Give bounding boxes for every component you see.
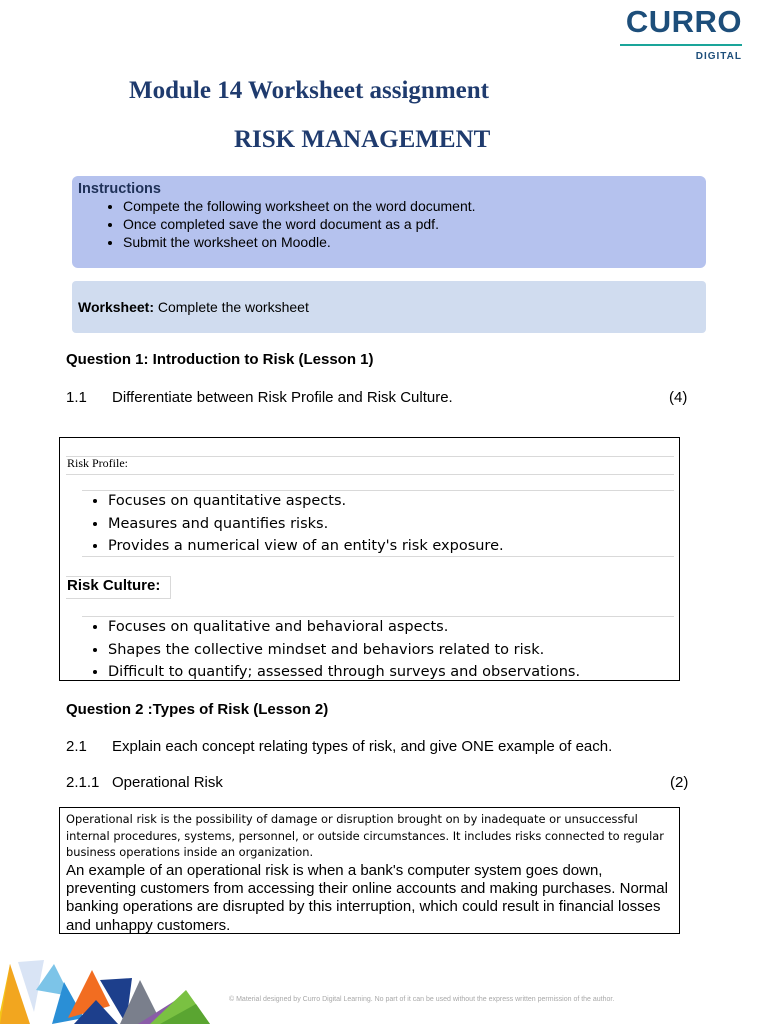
logo-sub: DIGITAL (695, 51, 742, 62)
list-item: • Provides a numerical view of an entity's risk exposure. (108, 535, 504, 558)
question-2-1-1-marks: (2) (670, 774, 689, 791)
instruction-item: • Submit the worksheet on Moodle. (123, 233, 476, 251)
instructions-list (103, 197, 476, 251)
risk-culture-label: Risk Culture: (67, 577, 161, 594)
answer-box-1[interactable] (59, 437, 680, 681)
instruction-item: • Compete the following worksheet on the word document. (123, 197, 476, 215)
question-1-1-text: Differentiate between Risk Profile and Risk Culture. (112, 389, 453, 406)
footer-decoration (0, 950, 215, 1024)
worksheet-text (78, 299, 309, 315)
faint-rule (66, 456, 674, 457)
logo-rule (620, 44, 742, 46)
faint-rule (66, 474, 674, 475)
instructions-box (72, 176, 706, 268)
instruction-item: • Once completed save the word document as a pdf. (123, 215, 476, 233)
question-2-1-number: 2.1 (66, 738, 87, 755)
answer-box-2[interactable] (59, 807, 680, 934)
operational-risk-definition: Operational risk is the possibility of damage or disruption brought on by inadequate or unsuccessful internal procedures, systems, personnel, or outside circumstances. It includes risks connected to regular business operations inside an organization. (66, 812, 664, 860)
question-1-1-number: 1.1 (66, 389, 87, 406)
list-item: • Measures and quantifies risks. (108, 513, 504, 536)
faint-rule (82, 556, 674, 557)
page-subtitle: RISK MANAGEMENT (234, 126, 491, 153)
logo-brand: CURRO (625, 4, 742, 39)
question-1-heading: Question 1: Introduction to Risk (Lesson 1) (66, 351, 374, 368)
instructions-heading: Instructions (78, 181, 161, 197)
risk-profile-list (82, 490, 504, 558)
worksheet-instruction: Complete the worksheet (153, 299, 309, 315)
list-item: • Shapes the collective mindset and behaviors related to risk. (108, 639, 580, 662)
question-2-1-text: Explain each concept relating types of risk, and give ONE example of each. (112, 738, 613, 755)
operational-risk-example: An example of an operational risk is when a bank's computer system goes down, preventing customers from accessing their online accounts and making purchases. Normal banking operations are disrupted by this interruption, which could result in financial losses and unhappy customers. (66, 862, 668, 934)
risk-profile-label: Risk Profile: (67, 456, 129, 470)
list-item: • Difficult to quantify; assessed through surveys and observations. (108, 661, 580, 684)
faint-rule (170, 576, 171, 598)
curro-digital-logo (618, 4, 742, 62)
worksheet-box (72, 281, 706, 333)
list-item: • Focuses on quantitative aspects. (108, 490, 504, 513)
copyright-notice: © Material designed by Curro Digital Learning. No part of it can be used without the express written permission of the author. (229, 996, 615, 1003)
list-item: • Focuses on qualitative and behavioral aspects. (108, 616, 580, 639)
question-2-1-1-number: 2.1.1 (66, 774, 100, 791)
faint-rule (66, 598, 171, 599)
question-2-heading: Question 2 :Types of Risk (Lesson 2) (66, 701, 329, 718)
risk-culture-list (82, 616, 580, 684)
worksheet-label: Worksheet: (78, 299, 154, 315)
question-2-1-1-text: Operational Risk (112, 774, 223, 791)
question-1-1-marks: (4) (669, 389, 688, 406)
page-title: Module 14 Worksheet assignment (129, 77, 489, 104)
